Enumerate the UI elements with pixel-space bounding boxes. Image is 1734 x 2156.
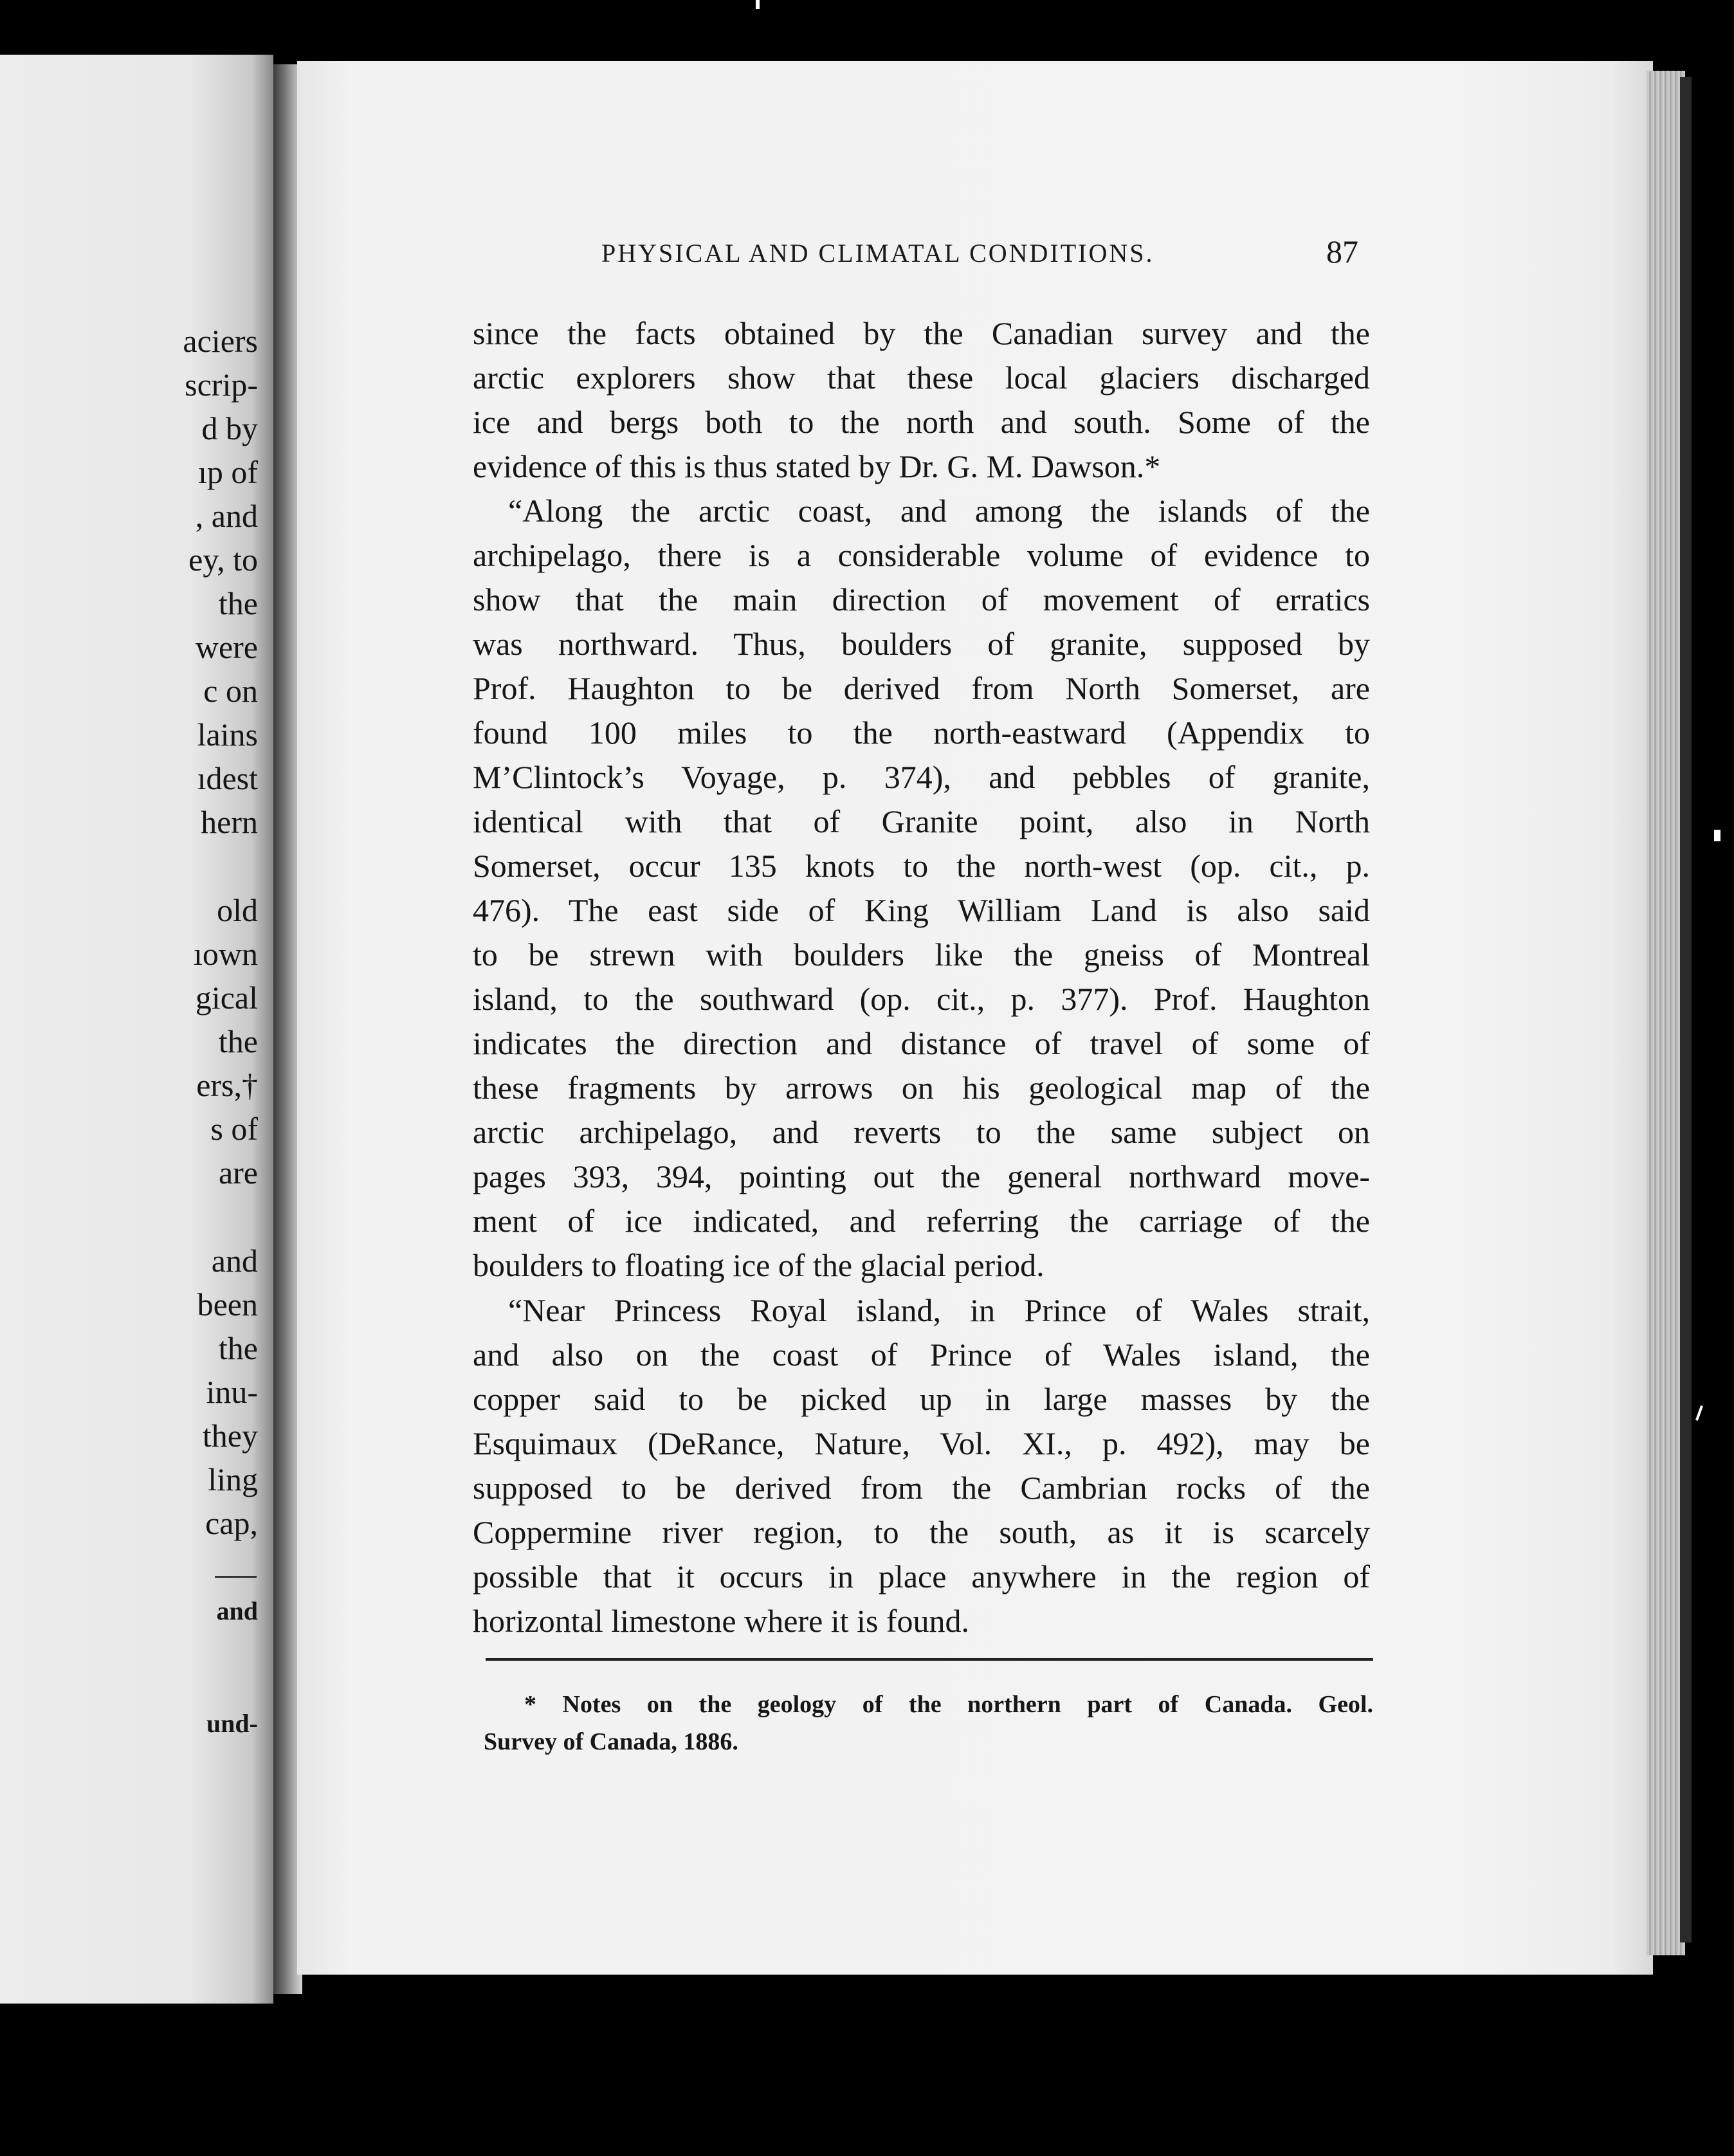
previous-page-footnote-line: and xyxy=(216,1596,258,1625)
body-text-line: Coppermine river region, to the south, as it is scarcely xyxy=(473,1514,1370,1550)
previous-page-text-line: gical xyxy=(195,980,258,1016)
body-text-line: arctic archipelago, and reverts to the same subject on xyxy=(473,1114,1370,1150)
previous-page-text-line: are xyxy=(218,1155,258,1191)
previous-page-text-line: the xyxy=(218,585,258,621)
body-text-line: possible that it occurs in place anywhere in the region of xyxy=(473,1558,1370,1594)
body-text-line: identical with that of Granite point, also in North xyxy=(473,803,1370,839)
previous-page-text-line: and xyxy=(211,1243,258,1279)
body-text-line: 476). The east side of King William Land is also said xyxy=(473,892,1370,928)
body-text-line: Esquimaux (DeRance, Nature, Vol. XI., p. 492), may be xyxy=(473,1425,1370,1461)
previous-page-text-line: were xyxy=(195,629,258,665)
body-text-line: ice and bergs both to the north and south. Some of the xyxy=(473,404,1370,440)
body-text-line: evidence of this is thus stated by Dr. G. M. Dawson.* xyxy=(473,448,1161,484)
previous-page-text-line: , and xyxy=(195,498,258,534)
scan-speck xyxy=(1695,1405,1703,1421)
body-text-line: boulders to floating ice of the glacial period. xyxy=(473,1247,1045,1283)
previous-page-text-line: been xyxy=(197,1286,258,1322)
body-text-line: ment of ice indicated, and referring the carriage of the xyxy=(473,1203,1370,1239)
body-text-line: Somerset, occur 135 knots to the north-west (op. cit., p. xyxy=(473,848,1370,884)
scan-speck xyxy=(756,0,760,9)
body-text-line: island, to the southward (op. cit., p. 377). Prof. Haughton xyxy=(473,981,1370,1017)
previous-page-text-line: s of xyxy=(210,1111,258,1147)
previous-page-text-line: ers,† xyxy=(196,1067,258,1103)
previous-page-text-line: ling xyxy=(208,1461,258,1497)
body-text-line: show that the main direction of movement of erratics xyxy=(473,581,1370,617)
body-text-line: copper said to be picked up in large masses by the xyxy=(473,1381,1370,1417)
previous-page-text-line: cap, xyxy=(205,1505,258,1541)
previous-page-text-line: hern xyxy=(201,804,258,840)
body-text-line: found 100 miles to the north-eastward (Appendix to xyxy=(473,715,1370,751)
footnote-rule xyxy=(486,1658,1373,1661)
scan-speck xyxy=(1714,830,1720,841)
previous-page-text-line: they xyxy=(202,1418,258,1454)
previous-page-text-line: inu- xyxy=(206,1374,258,1410)
previous-page-footnote-line: und- xyxy=(206,1709,258,1738)
previous-page-text-line: c on xyxy=(203,673,258,709)
previous-page-text-line: the xyxy=(218,1023,258,1059)
body-text-line: Prof. Haughton to be derived from North Somerset, are xyxy=(473,670,1370,706)
running-head: PHYSICAL AND CLIMATAL CONDITIONS. xyxy=(601,239,1154,268)
footnote-line: Survey of Canada, 1886. xyxy=(484,1728,738,1755)
previous-page-footnote-rule xyxy=(215,1576,257,1578)
body-text-line: “Along the arctic coast, and among the islands of the xyxy=(508,493,1370,529)
previous-page-text-line: d by xyxy=(201,410,258,446)
body-text-line: since the facts obtained by the Canadian survey and the xyxy=(473,315,1370,351)
body-text-line: these fragments by arrows on his geological map of the xyxy=(473,1070,1370,1106)
cover-edge xyxy=(1680,77,1692,1942)
body-text-line: supposed to be derived from the Cambrian rocks of the xyxy=(473,1470,1370,1506)
body-text-line: indicates the direction and distance of travel of some of xyxy=(473,1025,1370,1061)
body-text-line: to be strewn with boulders like the gneiss of Montreal xyxy=(473,936,1370,973)
page-edges xyxy=(1647,71,1685,1955)
body-text-line: “Near Princess Royal island, in Prince of Wales strait, xyxy=(508,1292,1370,1328)
previous-page-text-line: old xyxy=(217,892,258,928)
body-text-line: arctic explorers show that these local glaciers discharged xyxy=(473,360,1370,396)
body-text-line: M’Clintock’s Voyage, p. 374), and pebbles of granite, xyxy=(473,759,1370,795)
previous-page-text-line: scrip- xyxy=(185,367,258,403)
body-text-line: archipelago, there is a considerable volume of evidence to xyxy=(473,537,1370,573)
previous-page-text-line: ıown xyxy=(194,936,258,972)
footnote-line: * Notes on the geology of the northern part of Canada. Geol. xyxy=(524,1691,1373,1718)
page-number: 87 xyxy=(1326,233,1358,270)
previous-page-edge xyxy=(0,55,273,2004)
body-text-line: pages 393, 394, pointing out the general northward move- xyxy=(473,1158,1370,1194)
previous-page-text-line: ey, to xyxy=(188,542,258,578)
previous-page-text-line: ıp of xyxy=(197,454,258,490)
previous-page-text-line: aciers xyxy=(183,323,258,359)
previous-page-text-line: the xyxy=(218,1330,258,1366)
body-text-line: horizontal limestone where it is found. xyxy=(473,1603,970,1639)
previous-page-text-line: lains xyxy=(197,717,258,753)
body-text-line: and also on the coast of Prince of Wales island, the xyxy=(473,1337,1370,1373)
body-text-line: was northward. Thus, boulders of granite, supposed by xyxy=(473,626,1370,662)
previous-page-text-line: ıdest xyxy=(197,760,258,796)
